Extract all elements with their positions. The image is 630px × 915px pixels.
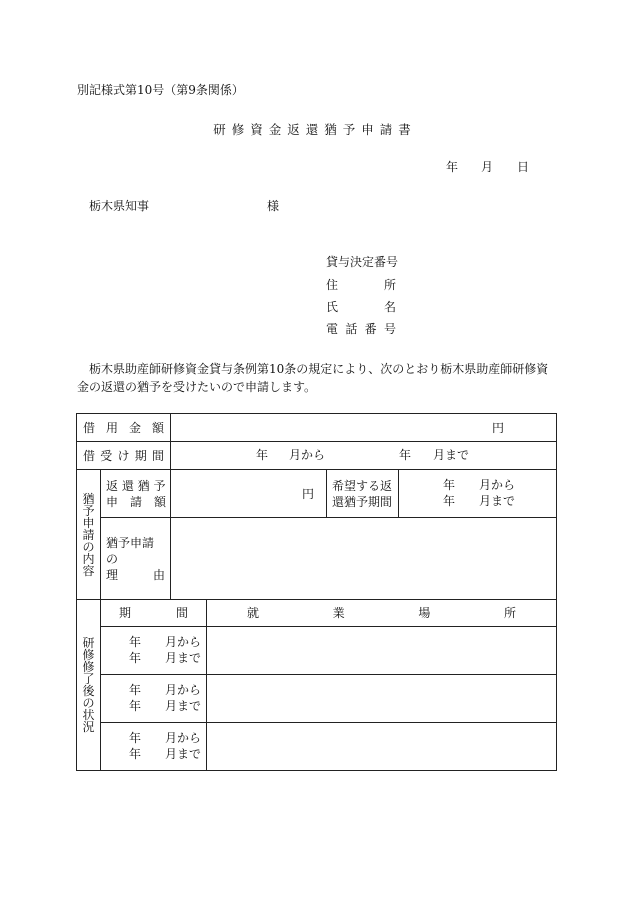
date-year: 年 bbox=[446, 160, 459, 174]
loan-amount-field[interactable] bbox=[171, 414, 557, 442]
post-training-workplace-field[interactable] bbox=[207, 627, 557, 675]
desired-period-label: 希望する返 還猶予期間 bbox=[327, 470, 399, 518]
post-training-header-row bbox=[77, 600, 557, 627]
post-training-row bbox=[77, 675, 557, 723]
decision-number-label: 貸与決定番号 bbox=[326, 255, 399, 269]
yen-unit: 円 bbox=[301, 486, 314, 501]
honorific: 様 bbox=[267, 199, 280, 213]
post-training-section-label: 研 修 修 了 後 の 状 況 bbox=[77, 600, 101, 771]
deferral-section-label: 猶 予 申 請 の 内 容 bbox=[77, 470, 101, 600]
phone-label: 電 話 番 号 bbox=[326, 322, 396, 336]
post-training-period-field[interactable]: 年 月から 年 月まで bbox=[101, 723, 207, 771]
workplace-header: 就 業 場 所 bbox=[247, 606, 516, 620]
loan-amount-row bbox=[77, 414, 557, 442]
loan-period-field[interactable]: 年 月から 年 月まで bbox=[171, 442, 557, 470]
address-label: 住 所 bbox=[326, 278, 396, 292]
post-training-period-field[interactable]: 年 月から 年 月まで bbox=[101, 675, 207, 723]
period-header: 期 間 bbox=[119, 606, 188, 620]
deferral-reason-field[interactable] bbox=[171, 518, 557, 600]
addressee: 栃木県知事 bbox=[89, 199, 150, 213]
loan-period-row bbox=[77, 442, 557, 470]
deferral-amount-field[interactable] bbox=[171, 470, 327, 518]
loan-amount-label: 借 用 金 額 bbox=[83, 420, 164, 435]
document-title: 研修資金返還猶予申請書 bbox=[213, 122, 417, 137]
post-training-row bbox=[77, 627, 557, 675]
form-number-label: 別記様式第10号（第9条関係） bbox=[77, 83, 244, 97]
deferral-amount-row bbox=[77, 470, 557, 518]
post-training-period-field[interactable]: 年 月から 年 月まで bbox=[101, 627, 207, 675]
loan-period-label: 借 受 け 期 間 bbox=[83, 448, 164, 463]
desired-period-field[interactable]: 年 月から 年 月まで bbox=[399, 470, 557, 518]
yen-unit: 円 bbox=[492, 420, 505, 435]
deferral-amount-label: 返 還 猶 予 申 請 額 bbox=[101, 470, 171, 518]
deferral-reason-label: 猶予申請の 理 由 bbox=[101, 518, 171, 600]
deferral-reason-row bbox=[77, 518, 557, 600]
post-training-row bbox=[77, 723, 557, 771]
application-table bbox=[76, 413, 557, 771]
post-training-workplace-field[interactable] bbox=[207, 723, 557, 771]
post-training-workplace-field[interactable] bbox=[207, 675, 557, 723]
date-day: 日 bbox=[517, 160, 530, 174]
date-month: 月 bbox=[481, 160, 494, 174]
application-statement: 栃木県助産師研修資金貸与条例第10条の規定により、次のとおり栃木県助産師研修資金の返還の猶予を受けたいので申請します。 bbox=[77, 362, 549, 394]
name-label: 氏 名 bbox=[326, 300, 396, 314]
